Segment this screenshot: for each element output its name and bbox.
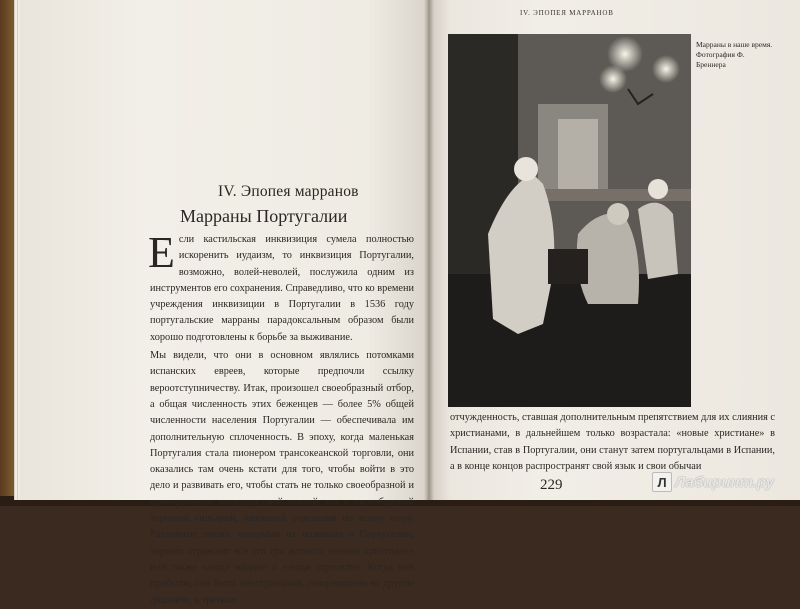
paragraph-2: Мы видели, что они в основном являлись потомками испанских евреев, которые предпочли ссылку вероотступничеству. Итак, произошел своеобразный отбор, а общая численность этих беженцев — более 5% общей численности населения Португалии — обеспечивала им дополнительную сплоченность. В эпоху, когда маленькая Португалия стала пионером трансокеанской торговли, они оказались там очень кстати для того, чтобы войти в это дело и развивать его, чтобы стать не только своеобразной и одновременно псевдорасовой сектой, но и своеобразной торговой гильдией, имеющей отделения по всему миру. Различные имена, которыми их называли в Португалии, хорошо отражают все эти три аспекта: «новые христиане» или также «люди нации» и «люди торговли». Когда они прибыли, они были иностранцами, говорившими на другом диалекте, в третьих <box>150 350 414 606</box>
section-title: Марраны Португалии <box>180 206 348 226</box>
dropcap-letter: Е <box>148 228 175 277</box>
photo-marranos <box>448 34 691 407</box>
book-gutter <box>424 0 434 500</box>
labirint-logo-icon: Л <box>652 472 672 492</box>
watermark-text: Лабиринт.ру <box>675 473 775 491</box>
left-body-text <box>148 228 414 609</box>
watermark <box>652 472 774 492</box>
paragraph-1-text: сли кастильская инквизиция сумела полностью искоренить иудаизм, то инквизиция Португалии, возможно, волей-неволей, послужила одним из инструментов его сохранения. Справедливо, что ко времени учреждения инквизиции в Португалии в 1536 году португальские марраны парадоксальным образом были хорошо подготовлены к борьбе за выживание. <box>150 234 414 343</box>
photo-illustration <box>448 34 691 407</box>
right-body-text: отчужденность, ставшая дополнительным препятствием для их слияния с христианами, в дальнейшем только возрастала: «новые христиане» в Испании, став в Португалии, они станут затем португальцами в Испании, а в конце концов распространят свой язык и свои обычаи <box>450 412 775 472</box>
paragraph-1 <box>148 228 414 346</box>
page-number: 229 <box>540 477 563 493</box>
photo-caption: Марраны в наше время. Фотография Ф. Бреннера <box>696 40 773 69</box>
left-page <box>20 0 428 606</box>
chapter-title: IV. Эпопея марранов <box>218 183 359 200</box>
running-head: IV. ЭПОПЕЯ МАРРАНОВ <box>520 9 614 17</box>
